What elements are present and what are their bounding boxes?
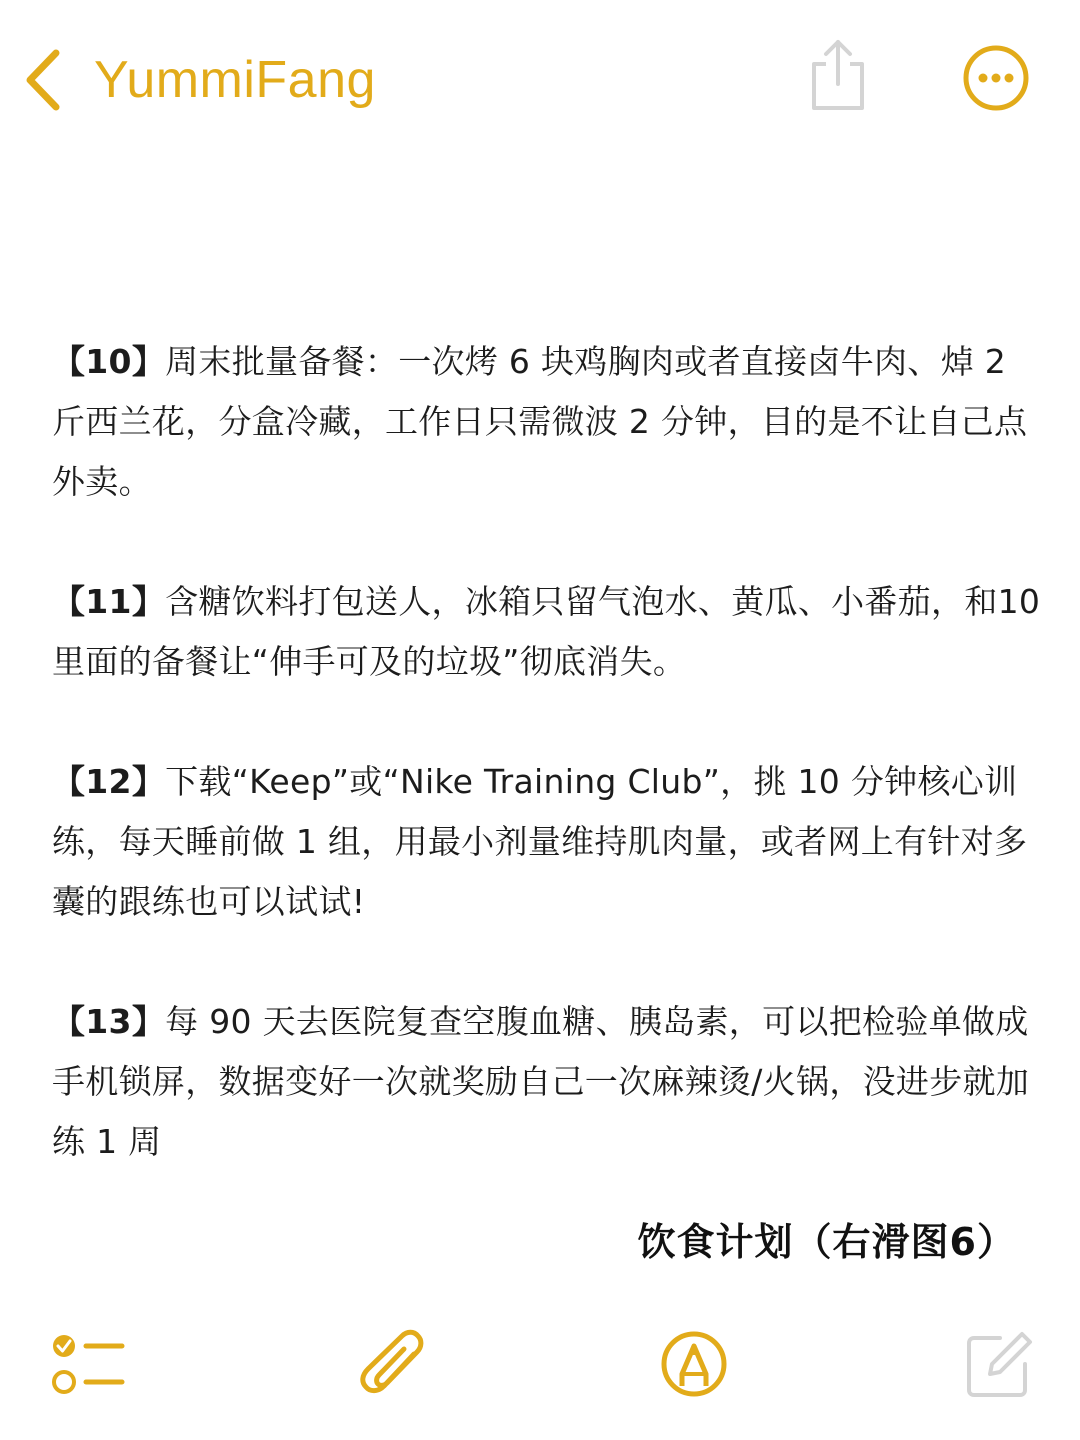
- share-icon: [806, 38, 870, 112]
- note-body[interactable]: [52, 332, 1042, 1172]
- compose-button[interactable]: [964, 1328, 1034, 1400]
- item-text: 含糖饮料打包送人，冰箱只留气泡水、黄瓜、小番茄，和10里面的备餐让“伸手可及的垃圾”彻底消失。: [52, 582, 1041, 681]
- chevron-left-icon: [20, 45, 66, 115]
- paperclip-icon: [358, 1328, 428, 1404]
- markup-button[interactable]: [660, 1330, 728, 1398]
- note-caption: 饮食计划（右滑图6）: [637, 1220, 1016, 1264]
- item-text: 周末批量备餐：一次烤 6 块鸡胸肉或者直接卤牛肉、焯 2 斤西兰花，分盒冷藏，工作日只需微波 2 分钟，目的是不让自己点外卖。: [52, 342, 1028, 501]
- note-paragraph: [52, 752, 1042, 932]
- note-paragraph: [52, 992, 1042, 1172]
- ellipsis-circle-icon: [962, 44, 1030, 112]
- share-button[interactable]: [806, 38, 870, 112]
- item-text: 下载“Keep”或“Nike Training Club”，挑 10 分钟核心训练，每天睡前做 1 组，用最小剂量维持肌肉量，或者网上有针对多囊的跟练也可以试试!: [52, 762, 1028, 921]
- more-button[interactable]: [962, 44, 1030, 112]
- note-paragraph: [52, 332, 1042, 512]
- navigation-bar: [0, 0, 1080, 160]
- back-button[interactable]: [20, 40, 376, 120]
- bottom-toolbar: [0, 1320, 1080, 1420]
- item-text: 每 90 天去医院复查空腹血糖、胰岛素，可以把检验单做成手机锁屏，数据变好一次就奖励自己一次麻辣烫/火锅，没进步就加练 1 周: [52, 1002, 1030, 1161]
- item-number: 【13】: [52, 1002, 166, 1041]
- checklist-icon: [50, 1330, 126, 1400]
- markup-pen-icon: [660, 1330, 728, 1398]
- note-paragraph: [52, 572, 1042, 692]
- attachment-button[interactable]: [358, 1328, 428, 1404]
- item-number: 【10】: [52, 342, 166, 381]
- item-number: 【12】: [52, 762, 166, 801]
- back-label: YummiFang: [94, 51, 376, 109]
- checklist-button[interactable]: [50, 1330, 126, 1400]
- compose-icon: [964, 1328, 1034, 1400]
- item-number: 【11】: [52, 582, 166, 621]
